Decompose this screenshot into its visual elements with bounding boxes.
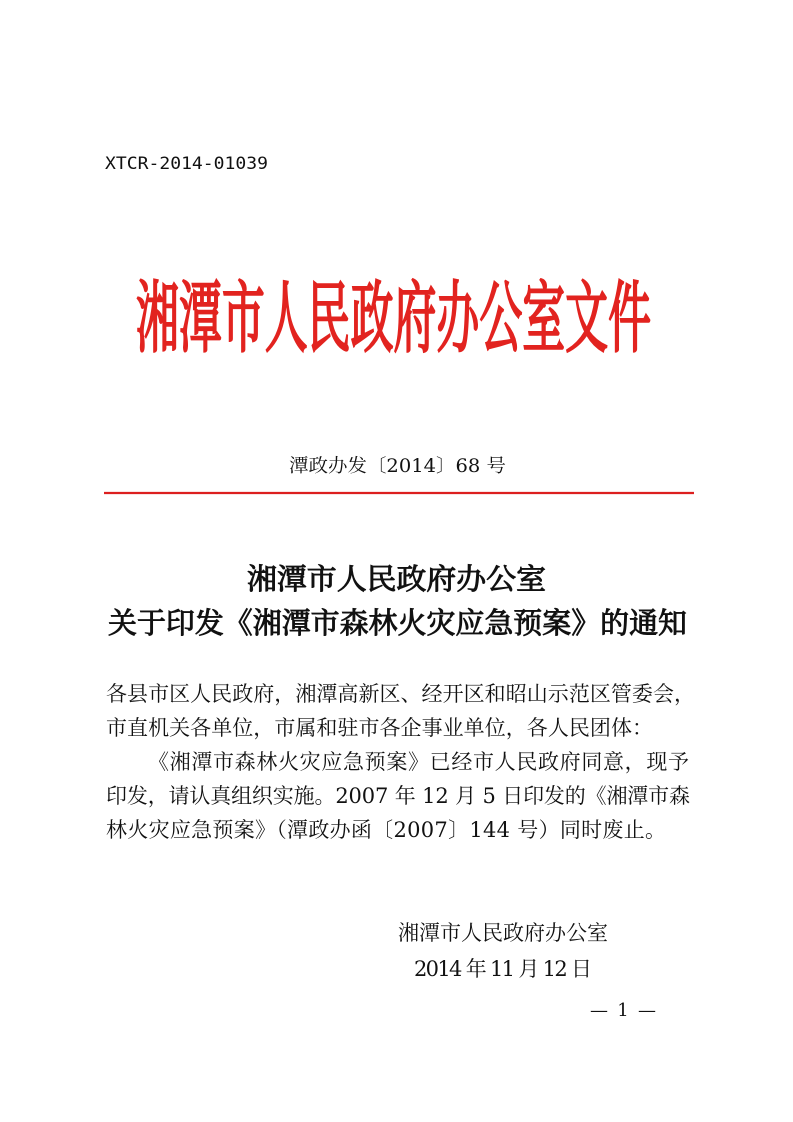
page-number: — 1 — <box>590 1000 656 1021</box>
issuer-signature: 湘潭市人民政府办公室 <box>398 921 608 945</box>
body-line-2: 印发，请认真组织实施。2007 年 12 月 5 日印发的《湘潭市森 <box>106 784 690 808</box>
addressee-line-1: 各县市区人民政府，湘潭高新区、经开区和昭山示范区管委会， <box>106 682 695 706</box>
document-code: XTCR-2014-01039 <box>105 154 268 174</box>
body-line-1: 《湘潭市森林火灾应急预案》已经市人民政府同意，现予 <box>148 750 689 774</box>
masthead-title: 湘潭市人民政府办公室文件 <box>136 273 651 364</box>
body-line-3: 林火灾应急预案》（潭政办函〔2007〕144 号）同时废止。 <box>106 818 666 842</box>
addressee-line-2: 市直机关各单位，市属和驻市各企事业单位，各人民团体： <box>106 716 653 740</box>
notice-title-line-1: 湘潭市人民政府办公室 <box>247 562 546 596</box>
issue-date: 2014 年 11 月 12 日 <box>414 957 592 981</box>
notice-title-line-2: 关于印发《湘潭市森林火灾应急预案》的通知 <box>108 606 687 640</box>
document-number: 潭政办发〔2014〕68 号 <box>289 456 506 477</box>
